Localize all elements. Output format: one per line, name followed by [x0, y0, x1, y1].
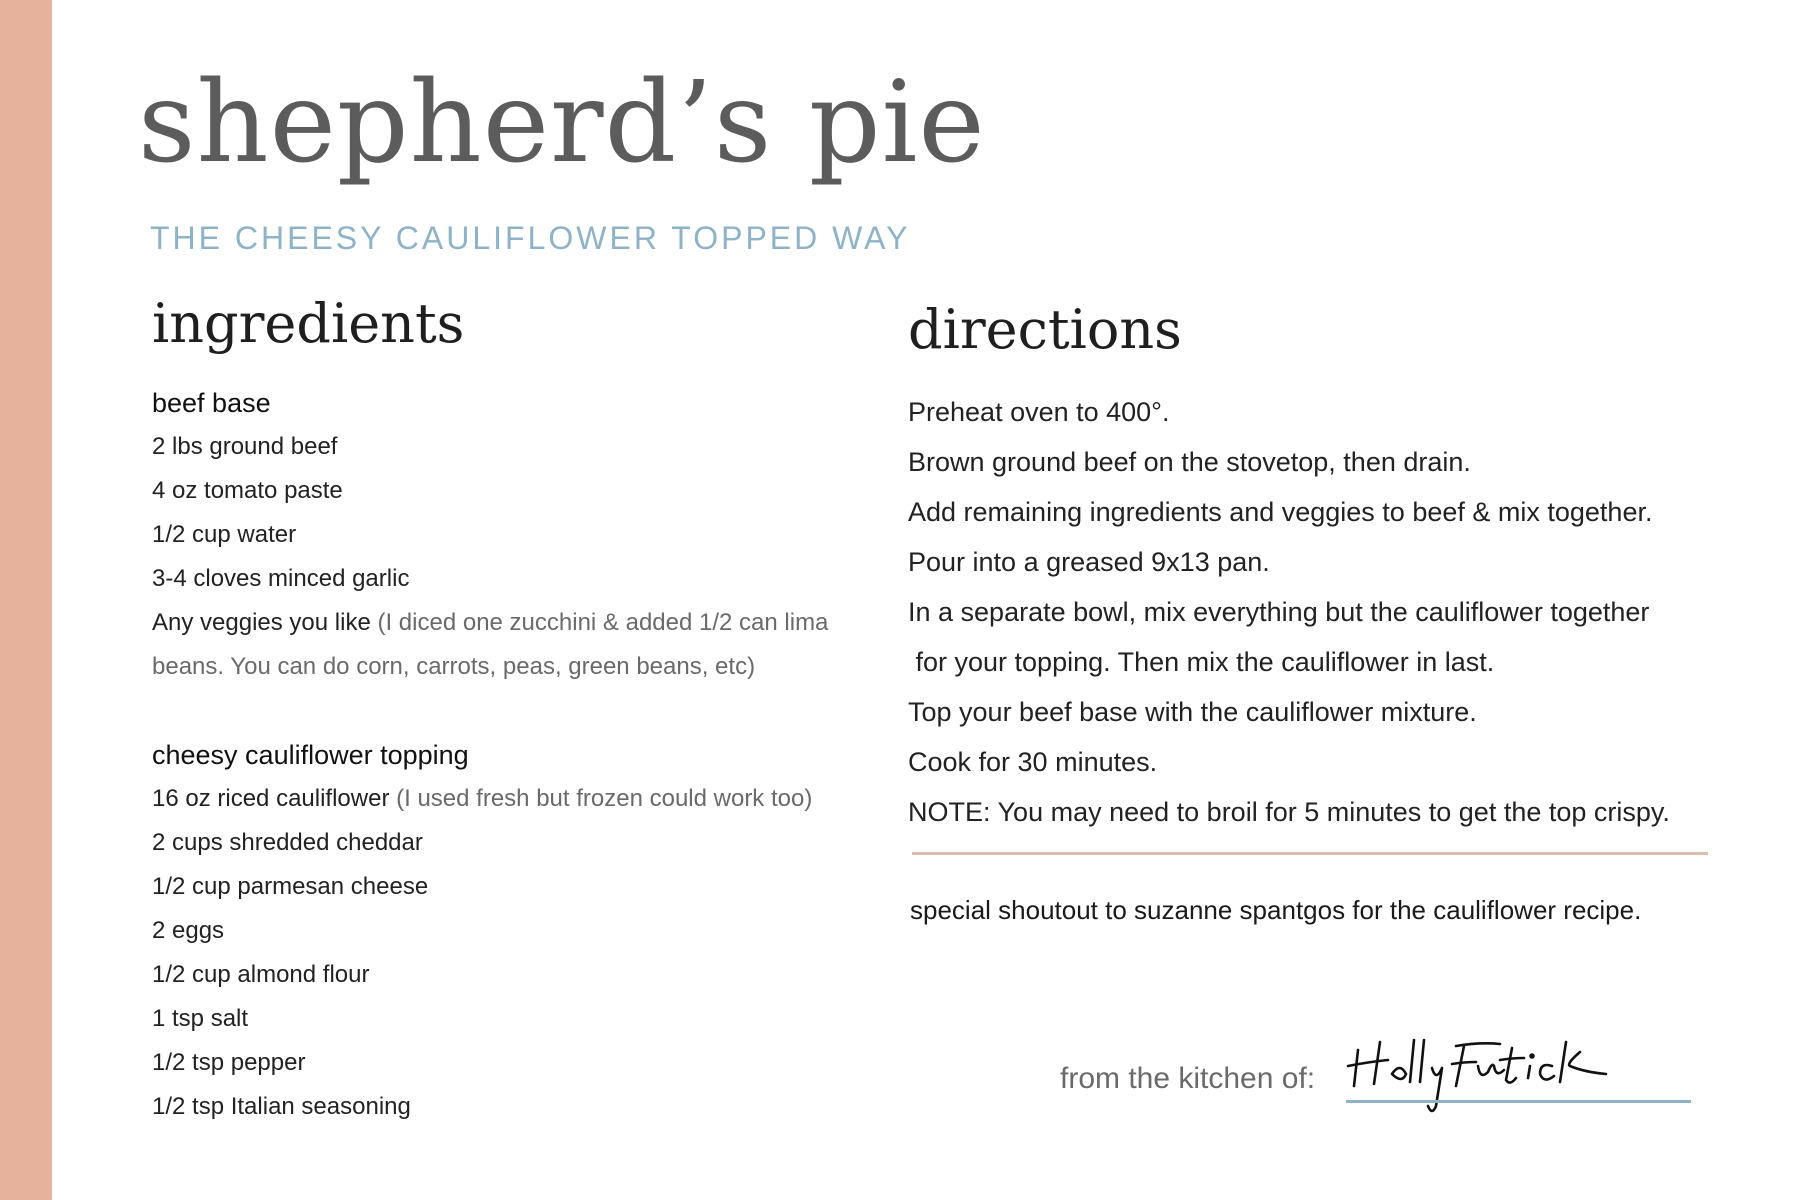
direction-step: Brown ground beef on the stovetop, then drain. [908, 446, 1471, 477]
handwritten-signature [1340, 1028, 1670, 1118]
ingredient-item: 1/2 cup almond flour [152, 960, 370, 988]
direction-step: Preheat oven to 400°. [908, 396, 1170, 427]
ingredient-item: 1/2 tsp pepper [152, 1048, 306, 1076]
ingredient-item: 1/2 cup parmesan cheese [152, 872, 429, 900]
ingredient-item: Any veggies you like (I diced one zucchini & added 1/2 can lima beans. You can do corn, carrots, peas, green beans, etc) [152, 608, 829, 680]
recipe-title: shepherd’s pie [138, 58, 986, 188]
ingredient-item: 3-4 cloves minced garlic [152, 564, 410, 592]
direction-step: Top your beef base with the cauliflower mixture. [908, 696, 1477, 727]
divider-rule [912, 852, 1708, 855]
direction-step: Cook for 30 minutes. [908, 746, 1158, 777]
ingredient-item: 1/2 cup water [152, 520, 297, 548]
beef-base-title: beef base [152, 387, 271, 418]
directions-column [908, 298, 1708, 837]
ingredient-item: 16 oz riced cauliflower (I used fresh but frozen could work too) [152, 784, 813, 812]
shoutout-text: special shoutout to suzanne spantgos for the cauliflower recipe. [910, 895, 1642, 925]
ingredients-column [152, 292, 852, 1129]
topping-title: cheesy cauliflower topping [152, 739, 469, 770]
direction-step: In a separate bowl, mix everything but the cauliflower together [908, 596, 1650, 627]
ingredient-note: (I used fresh but frozen could work too) [396, 784, 813, 812]
ingredient-item: 1/2 tsp Italian seasoning [152, 1092, 411, 1120]
direction-step: NOTE: You may need to broil for 5 minutes to get the top crispy. [908, 796, 1670, 827]
recipe-subtitle: THE CHEESY CAULIFLOWER TOPPED WAY [150, 220, 911, 256]
ingredient-item: 4 oz tomato paste [152, 476, 343, 504]
ingredient-item: 2 lbs ground beef [152, 432, 338, 460]
accent-side-bar [0, 0, 52, 1200]
direction-step: Add remaining ingredients and veggies to beef & mix together. [908, 496, 1653, 527]
signature-line [1346, 1100, 1691, 1103]
direction-step: for your topping. Then mix the cauliflower in last. [908, 646, 1495, 677]
directions-heading: directions [908, 298, 1182, 361]
kitchen-label: from the kitchen of: [1060, 1062, 1316, 1095]
ingredient-item: 2 eggs [152, 916, 225, 944]
direction-step: Pour into a greased 9x13 pan. [908, 546, 1270, 577]
ingredient-item: 1 tsp salt [152, 1004, 249, 1032]
ingredient-item: 2 cups shredded cheddar [152, 828, 423, 856]
ingredient-note: (I diced one zucchini & added 1/2 can lima beans. You can do corn, carrots, peas, green beans, etc) [152, 608, 829, 680]
ingredients-heading: ingredients [152, 292, 465, 355]
